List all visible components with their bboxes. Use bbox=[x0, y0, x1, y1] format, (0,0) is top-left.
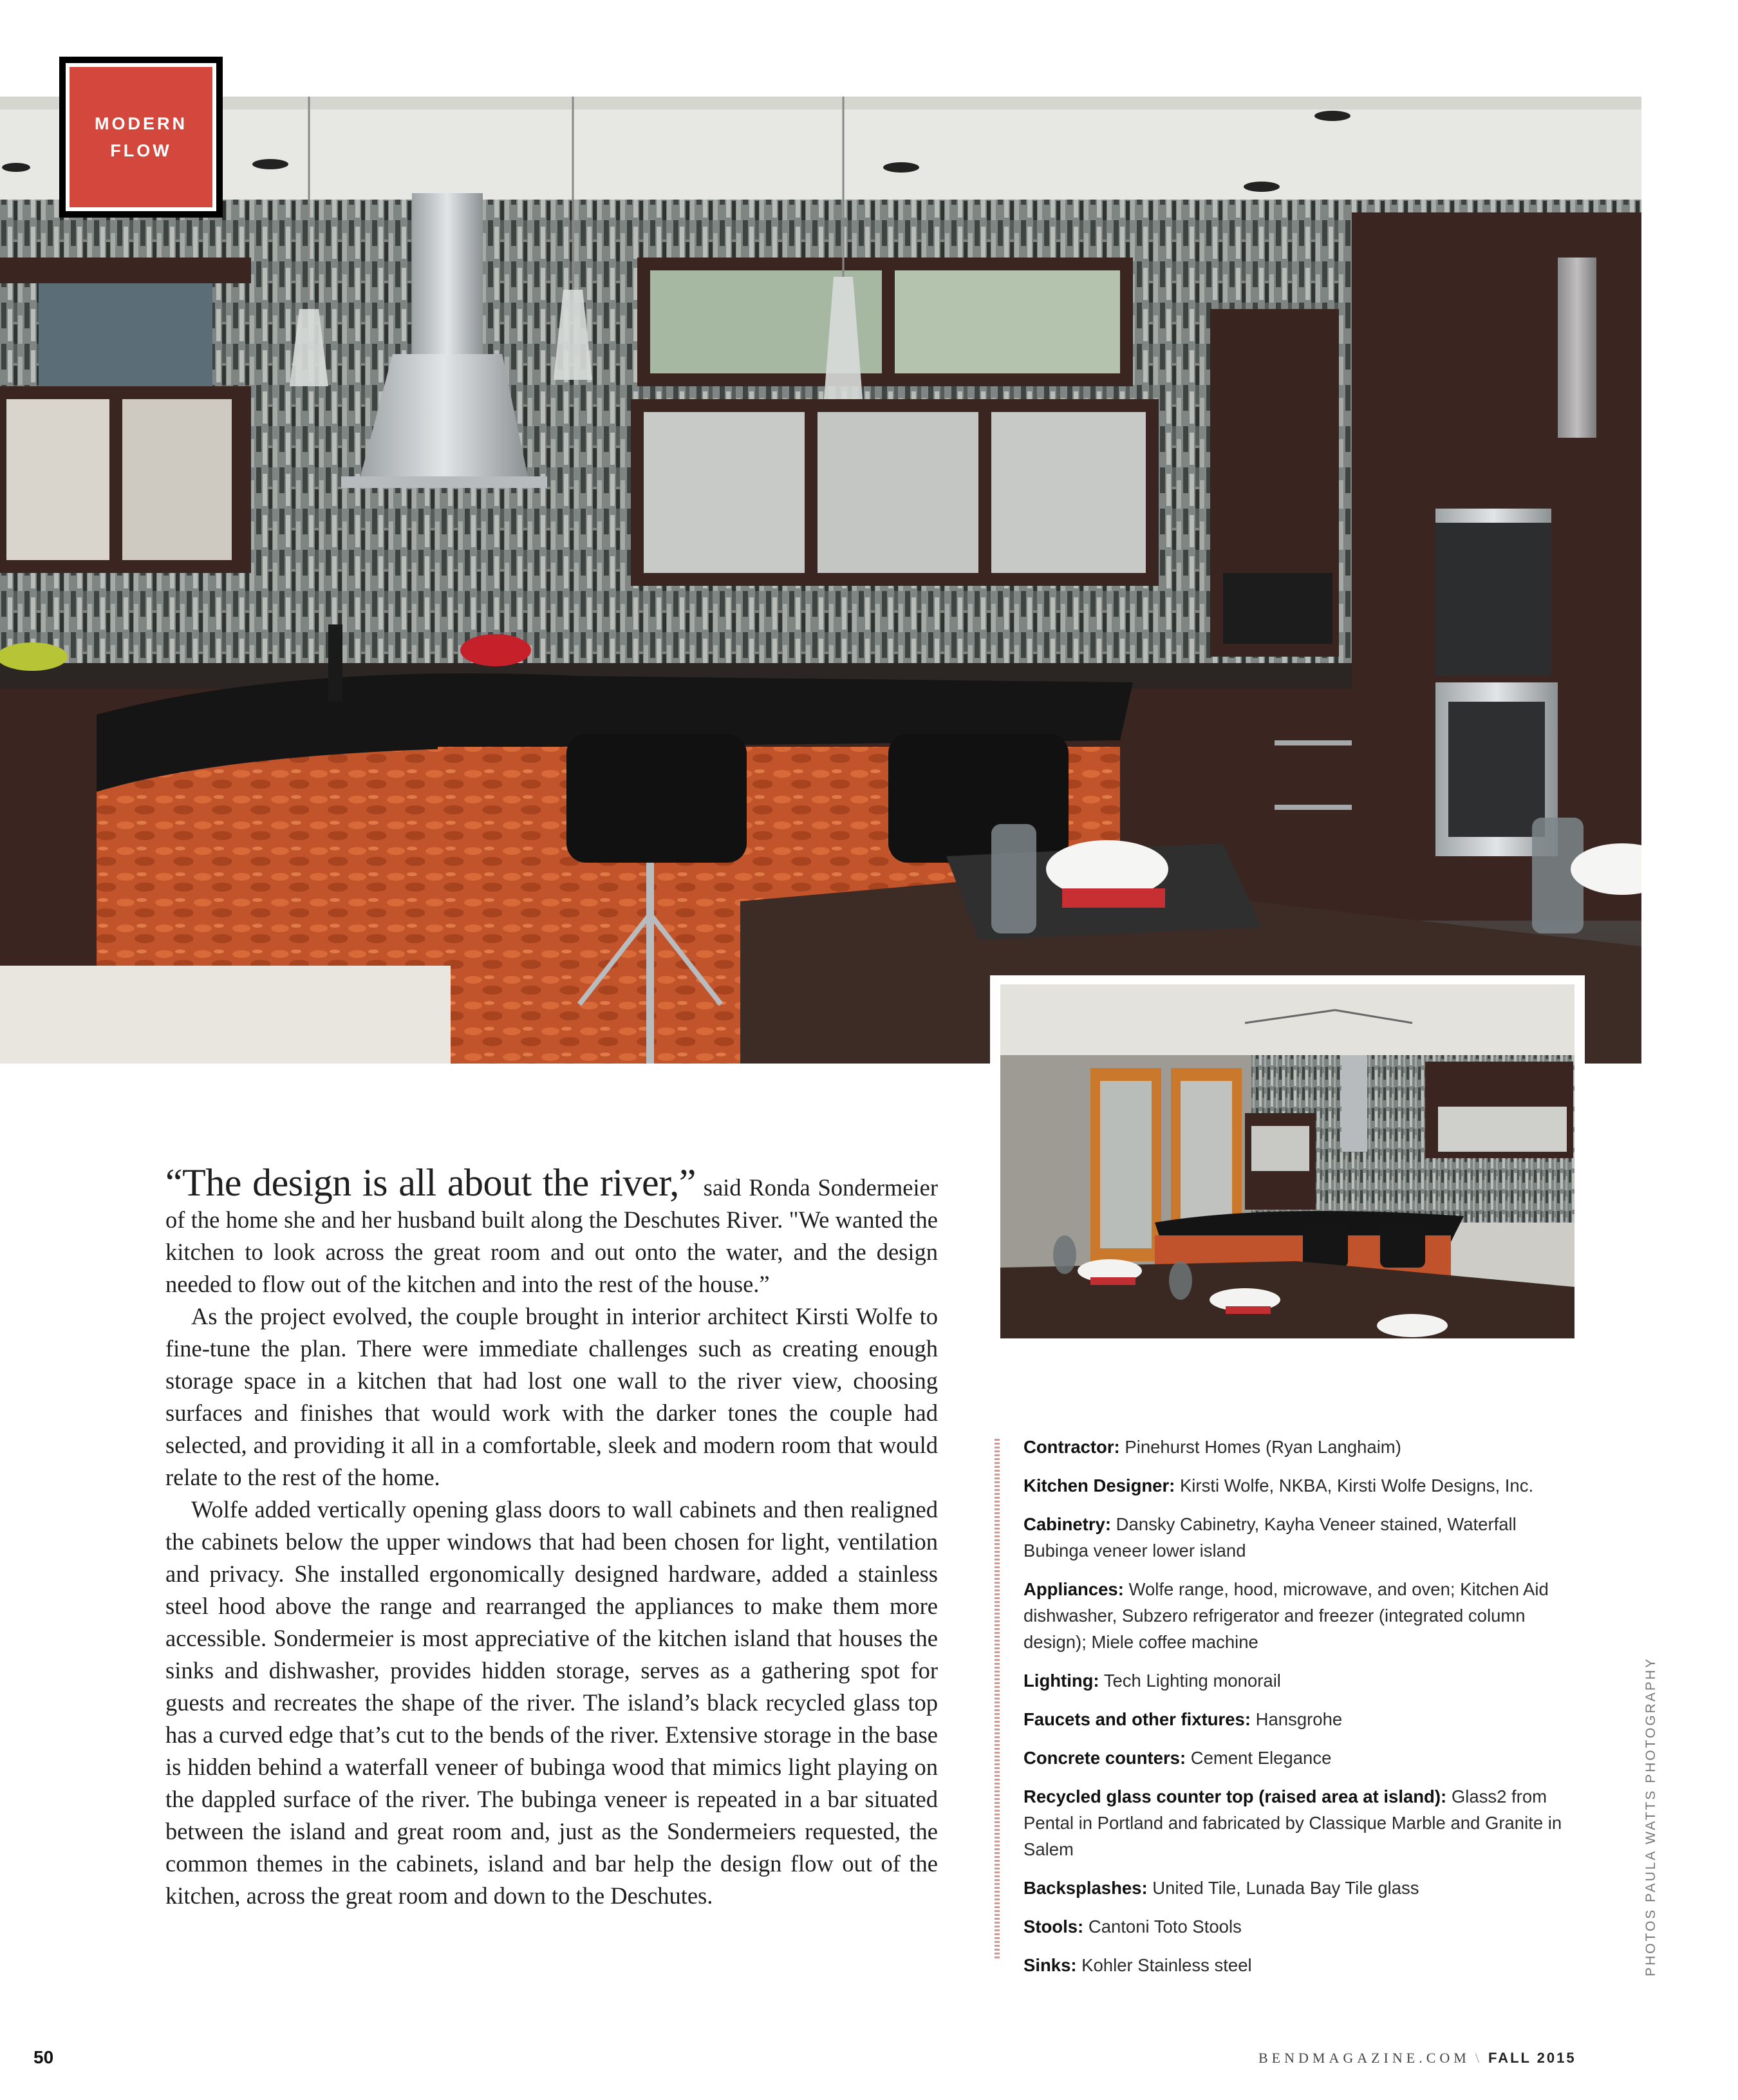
page-number: 50 bbox=[33, 2047, 54, 2067]
credit-sinks bbox=[1023, 1952, 1584, 1978]
credit-label: Recycled glass counter top (raised area at island): bbox=[1023, 1786, 1447, 1806]
credit-contractor bbox=[1023, 1434, 1584, 1460]
credit-cabinetry bbox=[1023, 1511, 1584, 1564]
credit-appliances bbox=[1023, 1576, 1584, 1655]
footer-separator: \ bbox=[1475, 2050, 1483, 2066]
credit-label: Cabinetry: bbox=[1023, 1514, 1111, 1534]
credit-value: Cement Elegance bbox=[1190, 1748, 1332, 1768]
credit-value: Tech Lighting monorail bbox=[1103, 1671, 1281, 1691]
footer-issue: FALL 2015 bbox=[1488, 2050, 1576, 2066]
credit-label: Concrete counters: bbox=[1023, 1748, 1186, 1768]
section-tag bbox=[59, 57, 223, 218]
article-body bbox=[165, 1161, 938, 1912]
credit-value: Cantoni Toto Stools bbox=[1088, 1917, 1242, 1936]
resource-credits bbox=[1023, 1434, 1584, 1991]
credit-value: Pinehurst Homes (Ryan Langhaim) bbox=[1125, 1437, 1401, 1457]
credit-label: Kitchen Designer: bbox=[1023, 1476, 1175, 1495]
credit-backsplashes bbox=[1023, 1875, 1584, 1901]
section-tag-line1: MODERN bbox=[95, 114, 187, 133]
credit-label: Appliances: bbox=[1023, 1579, 1124, 1599]
article-paragraph-2: As the project evolved, the couple brought in interior architect Kirsti Wolfe to fine-tune the plan. There were immediate challenges such as creating enough storage space in a kitchen that had lost one wall to the river view, choosing surfaces and finishes that would work with the darker tones the couple had selected, and providing it all in a comfortable, sleek and modern room that would relate to the rest of the home. bbox=[165, 1303, 938, 1490]
credit-value: Glass2 from Pental in Portland and fabricated by Classique Marble and Granite in Salem bbox=[1023, 1786, 1562, 1859]
credit-label: Sinks: bbox=[1023, 1955, 1077, 1975]
photo-credit: PHOTOS PAULA WATTS PHOTOGRAPHY bbox=[1643, 1656, 1658, 1976]
lead-quote: “The design is all about the river,” bbox=[165, 1161, 696, 1204]
credit-label: Contractor: bbox=[1023, 1437, 1120, 1457]
credits-dotted-rule bbox=[995, 1439, 1000, 1960]
hero-photo-illustration bbox=[0, 97, 1641, 1064]
credit-value: United Tile, Lunada Bay Tile glass bbox=[1152, 1878, 1419, 1898]
credit-value: Dansky Cabinetry, Kayha Veneer stained, Waterfall Bubinga veneer lower island bbox=[1023, 1514, 1517, 1561]
article-paragraph-3: Wolfe added vertically opening glass doors to wall cabinets and then realigned the cabinets below the upper windows that had been chosen for light, ventilation and privacy. She installed ergonomically designed hardware, added a stainless steel hood above the range and rearranged the appliances to make them more accessible. Sondermeier is most appreciative of the kitchen island that houses the sinks and dishwasher, provides hidden storage, serves as a gathering spot for guests and recreates the shape of the river. The island’s black recycled glass top has a curved edge that’s cut to the bends of the river. Extensive storage in the base is hidden behind a waterfall veneer of bubinga wood that mimics light playing on the dappled surface of the river. The bubinga veneer is repeated in a bar situated between the island and great room and, just as the Sondermeiers requested, the common themes in the cabinets, island and bar help the design flow out of the kitchen, across the great room and down to the Deschutes. bbox=[165, 1496, 938, 1909]
article-paragraph-1 bbox=[165, 1161, 938, 1300]
section-tag-line2: FLOW bbox=[110, 141, 172, 160]
inset-great-room-photo bbox=[990, 975, 1585, 1347]
footer-folio bbox=[1258, 2050, 1576, 2067]
credit-value: Kohler Stainless steel bbox=[1081, 1955, 1252, 1975]
credit-lighting bbox=[1023, 1667, 1584, 1694]
credit-kitchen-designer bbox=[1023, 1472, 1584, 1499]
credit-value: Kirsti Wolfe, NKBA, Kirsti Wolfe Designs, Inc. bbox=[1179, 1476, 1534, 1495]
credit-faucets bbox=[1023, 1706, 1584, 1732]
footer-site: BENDMAGAZINE.COM bbox=[1258, 2050, 1470, 2066]
inset-photo-illustration bbox=[1000, 984, 1574, 1338]
credit-label: Stools: bbox=[1023, 1917, 1084, 1936]
credit-value: Hansgrohe bbox=[1255, 1709, 1343, 1729]
credit-label: Faucets and other fixtures: bbox=[1023, 1709, 1251, 1729]
credit-label: Lighting: bbox=[1023, 1671, 1099, 1691]
hero-kitchen-photo bbox=[0, 97, 1641, 1064]
credit-label: Backsplashes: bbox=[1023, 1878, 1148, 1898]
credit-stools bbox=[1023, 1913, 1584, 1940]
credit-recycled-glass bbox=[1023, 1783, 1584, 1862]
paragraph-1-text: said Ronda Sondermeier of the home she and her husband built along the Deschutes River. "We wanted the kitchen to look across the great room and out onto the water, and the design needed to flow out of the kitchen and into the rest of the house.” bbox=[165, 1174, 938, 1297]
credit-concrete-counters bbox=[1023, 1745, 1584, 1771]
credit-value: Wolfe range, hood, microwave, and oven; Kitchen Aid dishwasher, Subzero refrigerator and freezer (integrated column design); Miele coffee machine bbox=[1023, 1579, 1549, 1652]
section-tag-label bbox=[66, 63, 216, 211]
